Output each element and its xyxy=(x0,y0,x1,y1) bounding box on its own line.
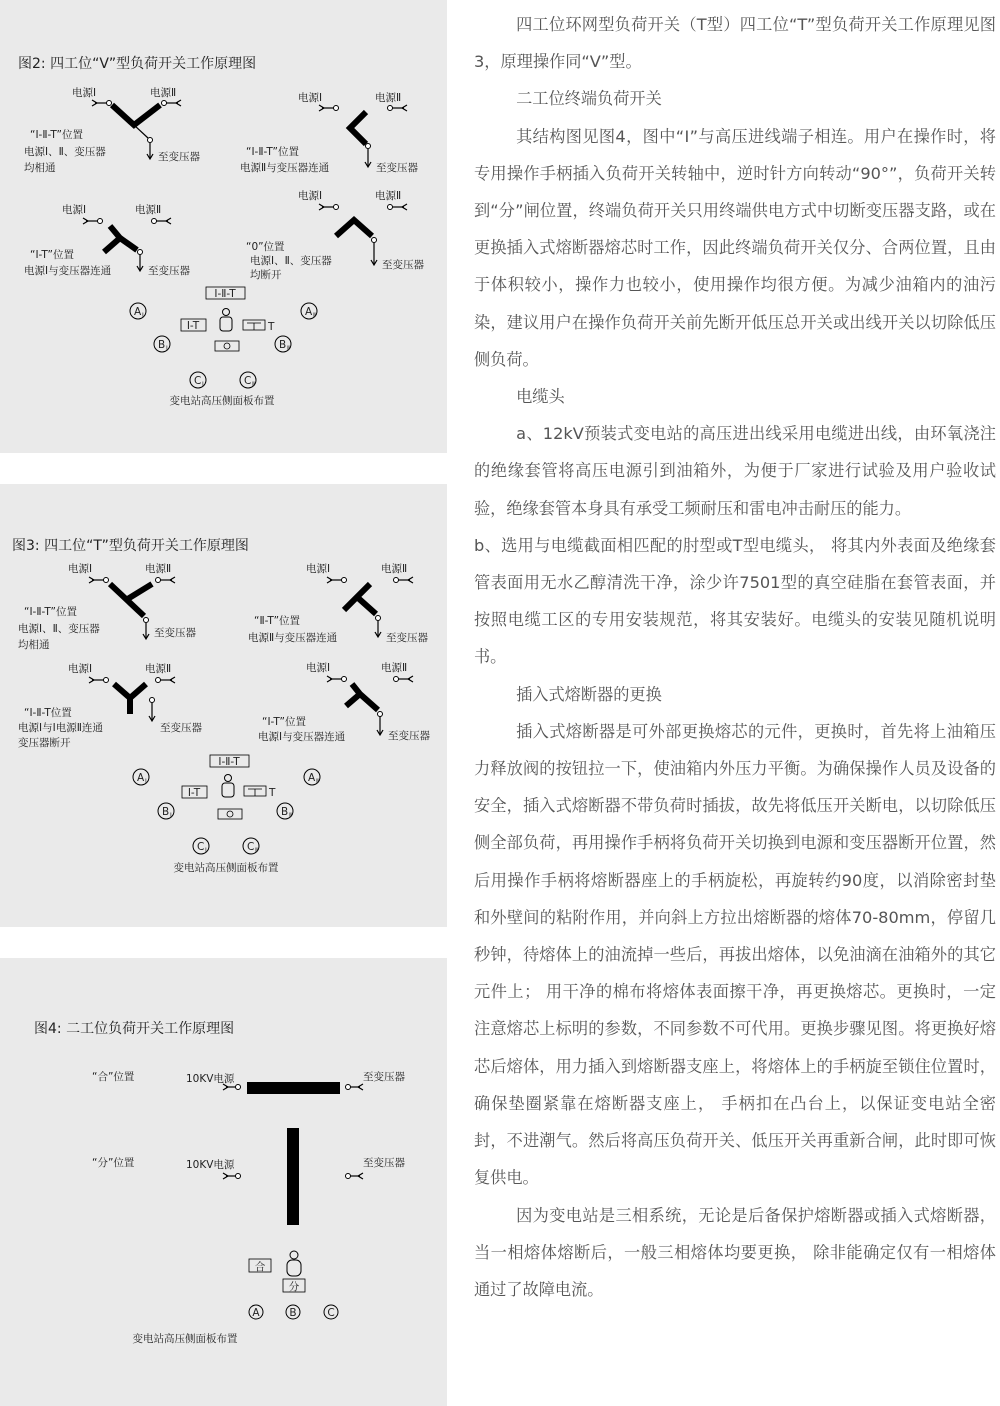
bushing-b1-label: B xyxy=(158,339,166,351)
source-1-label: 电源Ⅰ xyxy=(62,204,87,216)
position-label: “0”位置 xyxy=(246,241,285,253)
arrow-icon xyxy=(92,100,97,106)
knob-icon xyxy=(223,309,230,316)
heading-two-position-switch: 二工位终端负荷开关 xyxy=(516,89,662,109)
bushing-b1-sub: Ⅰ xyxy=(170,812,172,819)
panel-caption: 变电站高压侧面板布置 xyxy=(173,862,279,874)
figure-2-panel xyxy=(0,0,447,453)
source-label: 10KV电源 xyxy=(186,1073,235,1085)
contact-icon xyxy=(376,616,381,621)
t-label: T xyxy=(268,321,275,333)
desc-line-1: 电源Ⅰ与变压器连通 xyxy=(258,731,346,743)
bushing-a2-label: A xyxy=(305,306,313,318)
source-label: 10KV电源 xyxy=(186,1159,235,1171)
contact-icon xyxy=(144,618,149,623)
desc-line-1: 电源Ⅱ与变压器连通 xyxy=(248,632,338,644)
position-label: “Ⅰ-Ⅱ-T位置 xyxy=(24,707,72,719)
arrow-icon xyxy=(166,218,171,224)
arrow-icon xyxy=(223,1173,228,1179)
bushing-b1-sub: Ⅰ xyxy=(166,345,168,352)
closed-position-label: “合”位置 xyxy=(92,1071,135,1083)
bushing-a1-label: A xyxy=(134,306,142,318)
handle-icon xyxy=(222,783,234,797)
contact-icon xyxy=(162,101,167,106)
v-blade-icon xyxy=(336,220,372,236)
paragraph-two-position: 其结构图见图4，图中“Ⅰ”与高压进线端子相连。用户在操作时，将专用操作手柄插入负荷开关转轴中，逆时针方向转动“90°”，负荷开关转到“分”闸位置，终端负荷开关只用终端供电方式中切断变压器支路，或在更换插入式熔断器熔芯时工作，因此终端负荷开关仅分、合两位置，且由于体积较小，操作力也较小，使用操作均很方便。为减少油箱内的油污染，建议用户在操作负荷开关前先断开低压总开关或出线开关以切除低压侧负荷。 xyxy=(474,126,996,369)
bushing-b2-sub: Ⅱ xyxy=(287,345,290,352)
position-label: “Ⅰ-Ⅱ-T”位置 xyxy=(30,129,83,141)
bushing-c1-sub: Ⅰ xyxy=(202,381,204,388)
position-plate-label: Ⅰ-T xyxy=(186,320,200,332)
position-label: “Ⅰ-Ⅱ-T”位置 xyxy=(246,146,299,158)
t-plate-icon xyxy=(247,323,261,330)
source-2-label: 电源Ⅱ xyxy=(375,92,402,104)
arrow-icon xyxy=(402,204,407,210)
fig3-switch-4 xyxy=(258,661,430,743)
figure-3-panel xyxy=(0,484,447,927)
to-transformer-label: 至变压器 xyxy=(160,722,202,734)
arrow-icon xyxy=(170,677,175,683)
desc-line-1: 电源Ⅰ、Ⅱ、变压器 xyxy=(250,255,332,267)
figure-2-diagram xyxy=(0,0,447,453)
paragraph-intro: 四工位环网型负荷开关（T型）四工位“T”型负荷开关工作原理见图3，原理操作同“V”型。 xyxy=(474,15,996,72)
contact-icon xyxy=(394,578,399,583)
fig2-control-panel xyxy=(130,287,317,407)
source-2-label: 电源Ⅱ xyxy=(135,204,162,216)
desc-line-1: 电源Ⅰ、Ⅱ、变压器 xyxy=(24,146,106,158)
t-label: T xyxy=(269,787,276,799)
source-2-label: 电源Ⅱ xyxy=(381,563,408,575)
bushing-a1-sub: Ⅰ xyxy=(142,312,144,319)
arrow-icon xyxy=(408,676,413,682)
arrow-icon xyxy=(89,577,94,583)
position-label: “Ⅰ-Ⅱ-T”位置 xyxy=(24,606,77,618)
to-transformer-label: 至变压器 xyxy=(363,1071,405,1083)
heading-fuse-replacement: 插入式熔断器的更换 xyxy=(516,684,662,704)
arrow-icon xyxy=(83,218,88,224)
source-2-label: 电源Ⅱ xyxy=(150,87,177,99)
open-plate-label: 分 xyxy=(288,1281,300,1293)
bushing-c1-label: C xyxy=(197,841,205,853)
paragraph-fuse-replacement: 插入式熔断器是可外部更换熔芯的元件，更换时，首先将上油箱压力释放阀的按钮拉一下，使油箱内外压力平衡。为确保操作人员及设备的安全，插入式熔断器不带负荷时插拔，故先将低压开关断电，以切除低压侧全部负荷，再用操作手柄将负荷开关切换到电源和变压器断开位置，然后用操作手柄将熔断器座上的手柄旋松，再旋转约90度，以消除密封垫和外壁间的粘附作用，并向斜上方拉出熔断器的熔体70-80mm，停留几秒钟，待熔体上的油流掉一些后，再拔出熔体，以免油滴在油箱外的其它元件上； 用干净的棉布将熔体表面擦干净，再更换熔芯。更换时，一定注意熔芯上标明的参数，不同参数不可代用。更换步骤见图。将更换好熔芯后熔体，用力插入到熔断器支座上，将熔体上的手柄旋至锁住位置时，确保垫圈紧靠在熔断器支座上， 手柄扣在凸台上，以保证变电站全密封，不进潮气。然后将高压负荷开关、低压开关再重新合闸，此时即可恢复供电。 xyxy=(474,721,996,1188)
knob-icon xyxy=(290,1251,298,1259)
bushing-b2-label: B xyxy=(281,806,289,818)
source-1-label: 电源Ⅰ xyxy=(306,563,331,575)
fig4-closed-switch xyxy=(92,1070,405,1094)
t-plate-icon xyxy=(248,789,262,796)
closed-plate-label: 合 xyxy=(254,1261,266,1273)
contact-icon xyxy=(104,578,109,583)
bushing-a1-label: A xyxy=(137,772,145,784)
t-blade-icon xyxy=(110,584,152,616)
contact-icon xyxy=(346,1174,351,1179)
contact-icon xyxy=(388,106,393,111)
open-position-label: “分”位置 xyxy=(92,1157,135,1169)
position-label: “Ⅰ-T”位置 xyxy=(262,716,306,728)
contact-icon xyxy=(342,578,347,583)
desc-line-2: 变压器断开 xyxy=(18,737,71,749)
figure-4-diagram xyxy=(0,958,447,1406)
fig2-switch-3 xyxy=(24,203,190,277)
to-transformer-label: 至变压器 xyxy=(148,265,190,277)
contact-icon xyxy=(378,712,383,717)
contact-icon xyxy=(334,205,339,210)
contact-icon xyxy=(138,250,143,255)
fig4-control-panel xyxy=(133,1251,339,1345)
v-blade-icon xyxy=(112,105,160,125)
desc-line-1: 电源Ⅰ与Ⅰ电源Ⅱ连通 xyxy=(18,722,103,734)
closed-blade-icon xyxy=(247,1082,340,1094)
source-1-label: 电源Ⅰ xyxy=(298,190,323,202)
window-plate xyxy=(215,341,239,351)
arrow-icon xyxy=(327,577,332,583)
source-2-label: 电源Ⅱ xyxy=(375,190,402,202)
contact-icon xyxy=(346,1085,351,1090)
to-transformer-label: 至变压器 xyxy=(382,259,424,271)
contact-icon xyxy=(148,138,153,143)
figure-4-title: 图4: 二工位负荷开关工作原理图 xyxy=(34,1021,235,1037)
contact-icon xyxy=(156,578,161,583)
source-2-label: 电源Ⅱ xyxy=(145,563,172,575)
arrow-icon xyxy=(170,577,175,583)
contact-icon xyxy=(98,219,103,224)
handle-icon xyxy=(287,1260,301,1276)
figure-3-title: 图3: 四工位“T”型负荷开关工作原理图 xyxy=(12,538,249,554)
to-transformer-label: 至变压器 xyxy=(386,632,428,644)
window-plate xyxy=(218,809,242,819)
v-blade-icon xyxy=(104,226,120,252)
figure-4-panel xyxy=(0,958,447,1406)
fig3-switch-2 xyxy=(248,562,428,644)
arrow-icon xyxy=(89,677,94,683)
contact-icon xyxy=(388,205,393,210)
t-blade-icon xyxy=(114,684,146,714)
panel-caption: 变电站高压侧面板布置 xyxy=(169,395,275,407)
v-blade-icon xyxy=(350,112,366,144)
bushing-c-label: C xyxy=(327,1307,335,1319)
to-transformer-label: 至变压器 xyxy=(158,151,200,163)
t-blade-icon xyxy=(344,584,376,614)
desc-line-1: 电源Ⅰ与变压器连通 xyxy=(24,265,112,277)
panel-caption: 变电站高压侧面板布置 xyxy=(132,1333,238,1345)
window-icon xyxy=(224,343,230,349)
source-1-label: 电源Ⅰ xyxy=(298,92,323,104)
bushing-b-label: B xyxy=(289,1307,297,1319)
source-1-label: 电源Ⅰ xyxy=(68,663,93,675)
to-transformer-label: 至变压器 xyxy=(388,730,430,742)
paragraph-cable-a: a、12kV预装式变电站的高压进出线采用电缆进出线，由环氧浇注的绝缘套管将高压电源引到油箱外，为便于厂家进行试验及用户验收试验，绝缘套管本身具有承受工频耐压和雷电冲击耐压的能力。 xyxy=(474,424,996,518)
fig3-switch-1 xyxy=(18,562,196,651)
handle-icon xyxy=(220,317,232,331)
arrow-icon xyxy=(408,577,413,583)
desc-line-2: 均断开 xyxy=(250,269,282,281)
open-blade-icon xyxy=(287,1128,299,1225)
arrow-icon xyxy=(402,105,407,111)
contact-icon xyxy=(334,106,339,111)
contact-icon xyxy=(152,219,157,224)
contact-icon xyxy=(150,698,155,703)
link-line xyxy=(134,125,148,138)
desc-line-1: 电源Ⅰ、Ⅱ、变压器 xyxy=(18,623,100,635)
contact-icon xyxy=(394,677,399,682)
desc-line-2: 均相通 xyxy=(24,162,56,174)
bushing-c2-label: C xyxy=(247,841,255,853)
source-1-label: 电源Ⅰ xyxy=(68,563,93,575)
figure-3-diagram xyxy=(0,484,447,927)
fig2-switch-4 xyxy=(246,189,424,281)
heading-cable-head: 电缆头 xyxy=(516,387,565,407)
knob-icon xyxy=(225,775,232,782)
bushing-b2-sub: Ⅱ xyxy=(289,812,292,819)
contact-icon xyxy=(372,238,377,243)
source-2-label: 电源Ⅱ xyxy=(145,663,172,675)
arrow-icon xyxy=(319,204,324,210)
fig4-open-switch xyxy=(92,1128,405,1225)
paragraph-three-phase: 因为变电站是三相系统，无论是后备保护熔断器或插入式熔断器，当一相熔体熔断后，一般三相熔体均要更换， 除非能确定仅有一相熔体通过了故障电流。 xyxy=(474,1205,996,1299)
position-plate-label: Ⅰ-Ⅱ-T xyxy=(214,288,236,300)
figure-2-title: 图2: 四工位“V”型负荷开关工作原理图 xyxy=(18,56,257,72)
arrow-icon xyxy=(358,1173,363,1179)
bushing-a1-sub: Ⅰ xyxy=(145,778,147,785)
position-label: “Ⅰ-T”位置 xyxy=(30,249,74,261)
source-2-label: 电源Ⅱ xyxy=(381,662,408,674)
fig2-switch-1 xyxy=(24,86,200,174)
contact-icon xyxy=(236,1085,241,1090)
t-blade-icon xyxy=(346,684,378,710)
bushing-c2-sub: Ⅱ xyxy=(252,381,255,388)
bushing-a-label: A xyxy=(252,1307,260,1319)
article-body xyxy=(474,6,996,1308)
source-1-label: 电源Ⅰ xyxy=(306,662,331,674)
fig3-control-panel xyxy=(133,755,320,874)
fig2-switch-2 xyxy=(240,91,418,174)
arrow-icon xyxy=(176,100,181,106)
to-transformer-label: 至变压器 xyxy=(376,162,418,174)
bushing-a2-label: A xyxy=(308,772,316,784)
bushing-a2-sub: Ⅱ xyxy=(316,778,319,785)
arrow-icon xyxy=(327,676,332,682)
bushing-a2-sub: Ⅱ xyxy=(313,312,316,319)
window-icon xyxy=(227,811,233,817)
source-1-label: 电源Ⅰ xyxy=(72,87,97,99)
contact-icon xyxy=(342,677,347,682)
fig3-switch-3 xyxy=(18,662,202,749)
arrow-icon xyxy=(319,105,324,111)
desc-line-1: 电源Ⅱ与变压器连通 xyxy=(240,162,330,174)
bushing-c1-label: C xyxy=(194,375,202,387)
to-transformer-label: 至变压器 xyxy=(154,627,196,639)
v-blade-icon xyxy=(120,238,137,250)
contact-icon xyxy=(107,101,112,106)
bushing-c1-sub: Ⅰ xyxy=(205,847,207,854)
contact-icon xyxy=(366,144,371,149)
bushing-c2-label: C xyxy=(244,375,252,387)
bushing-b2-label: B xyxy=(279,339,287,351)
contact-icon xyxy=(156,678,161,683)
arrow-icon xyxy=(358,1084,363,1090)
paragraph-cable-b: b、选用与电缆截面相匹配的肘型或T型电缆头， 将其内外表面及绝缘套管表面用无水乙醇清洗干净，涂少许7501型的真空硅脂在套管表面，并按照电缆工区的专用安装规范，将其安装好。电缆头的安装见随机说明书。 xyxy=(474,535,996,667)
bushing-c2-sub: Ⅱ xyxy=(255,847,258,854)
position-plate-label: Ⅰ-Ⅱ-T xyxy=(218,756,240,768)
contact-icon xyxy=(236,1174,241,1179)
position-plate-label: Ⅰ-T xyxy=(187,787,201,799)
to-transformer-label: 至变压器 xyxy=(363,1157,405,1169)
position-label: “Ⅱ-T”位置 xyxy=(254,615,301,627)
bushing-b1-label: B xyxy=(162,806,170,818)
contact-icon xyxy=(104,678,109,683)
desc-line-2: 均相通 xyxy=(18,639,50,651)
